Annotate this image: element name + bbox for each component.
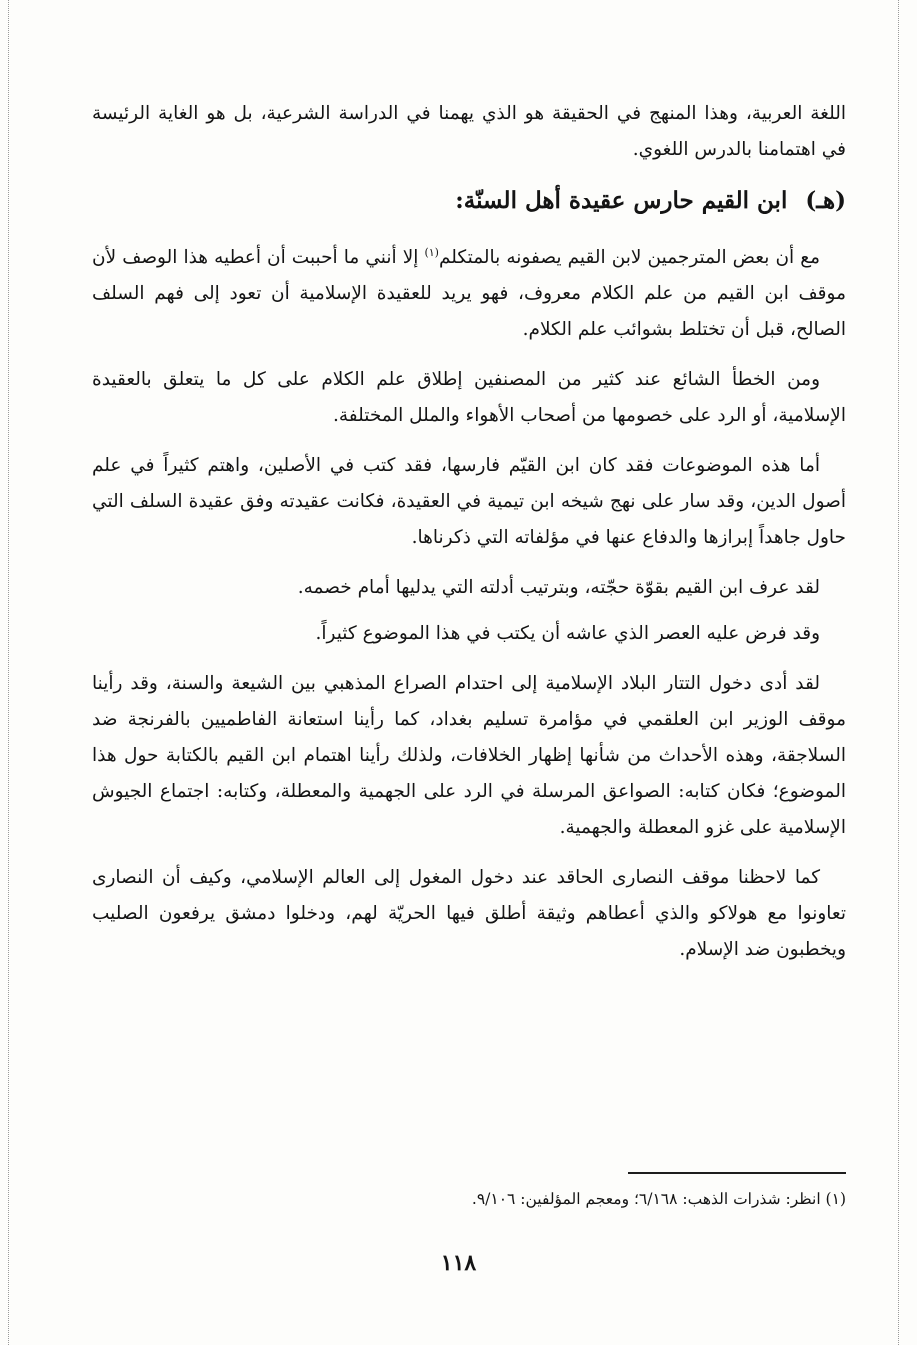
paragraph-1: [92, 240, 846, 348]
section-label: (هـ): [805, 187, 846, 214]
paragraph-7: كما لاحظنا موقف النصارى الحاقد عند دخول المغول إلى العالم الإسلامي، وكيف أن النصارى تعاونوا مع هولاكو والذي أعطاهم وثيقة أطلق فيها الحريّة لهم، ودخلوا دمشق يرفعون الصليب ويخطبون ضد الإسلام.: [92, 867, 846, 960]
paragraph-1-start: مع أن بعض المترجمين لابن القيم يصفونه بالمتكلم: [438, 247, 820, 268]
page-number: ١١٨: [440, 1250, 477, 1276]
footnote-divider: [628, 1172, 846, 1174]
paragraph-4: لقد عرف ابن القيم بقوّة حجّته، وبترتيب أدلته التي يدليها أمام خصمه.: [297, 577, 820, 598]
section-heading: [92, 182, 846, 220]
paragraph-1-end: إلا أنني ما أحببت أن أعطيه هذا الوصف لأن موقف ابن القيم من علم الكلام معروف، فهو يريد للعقيدة الإسلامية أن تعود إلى فهم السلف الصالح، قبل أن تختلط بشوائب علم الكلام.: [92, 247, 846, 340]
paragraph-2: ومن الخطأ الشائع عند كثير من المصنفين إطلاق علم الكلام على كل ما يتعلق بالعقيدة الإسلامية، أو الرد على خصومها من أصحاب الأهواء والملل المختلفة.: [92, 369, 846, 426]
paragraph-6: لقد أدى دخول التتار البلاد الإسلامية إلى احتدام الصراع المذهبي بين الشيعة والسنة، وقد رأينا موقف الوزير ابن العلقمي في مؤامرة تسليم بغداد، كما رأينا استعانة الفاطميين بالفرنجة ضد السلاجقة، وهذه الأحداث من شأنها إظهار الخلافات، ولذلك رأينا اهتمام ابن القيم بالكتابة حول هذا الموضوع؛ فكان كتابه: الصواعق المرسلة في الرد على الجهمية والمعطلة، وكتابه: اجتماع الجيوش الإسلامية على غزو المعطلة والجهمية.: [92, 673, 846, 838]
scan-margin-line-right: [898, 0, 899, 1345]
paragraph-5: وقد فرض عليه العصر الذي عاشه أن يكتب في هذا الموضوع كثيراً.: [315, 623, 820, 644]
footnote-marker[interactable]: (١): [424, 245, 439, 259]
intro-paragraph: اللغة العربية، وهذا المنهج في الحقيقة هو الذي يهمنا في الدراسة الشرعية، بل هو الغاية الرئيسة في اهتمامنا بالدرس اللغوي.: [92, 103, 846, 160]
page-body: [92, 96, 846, 982]
paragraph-3: أما هذه الموضوعات فقد كان ابن القيّم فارسها، فقد كتب في الأصلين، واهتم كثيراً في علم أصول الدين، وقد سار على نهج شيخه ابن تيمية في العقيدة، فكانت عقيدته وفق عقيدة السلف التي حاول جاهداً إبرازها والدفاع عنها في مؤلفاته التي ذكرناها.: [92, 455, 846, 548]
section-title: ابن القيم حارس عقيدة أهل السنّة:: [455, 187, 788, 214]
scan-margin-line-left: [8, 0, 9, 1345]
footnote: (١) انظر: شذرات الذهب: ٦/١٦٨؛ ومعجم المؤلفين: ٩/١٠٦.: [471, 1190, 846, 1208]
